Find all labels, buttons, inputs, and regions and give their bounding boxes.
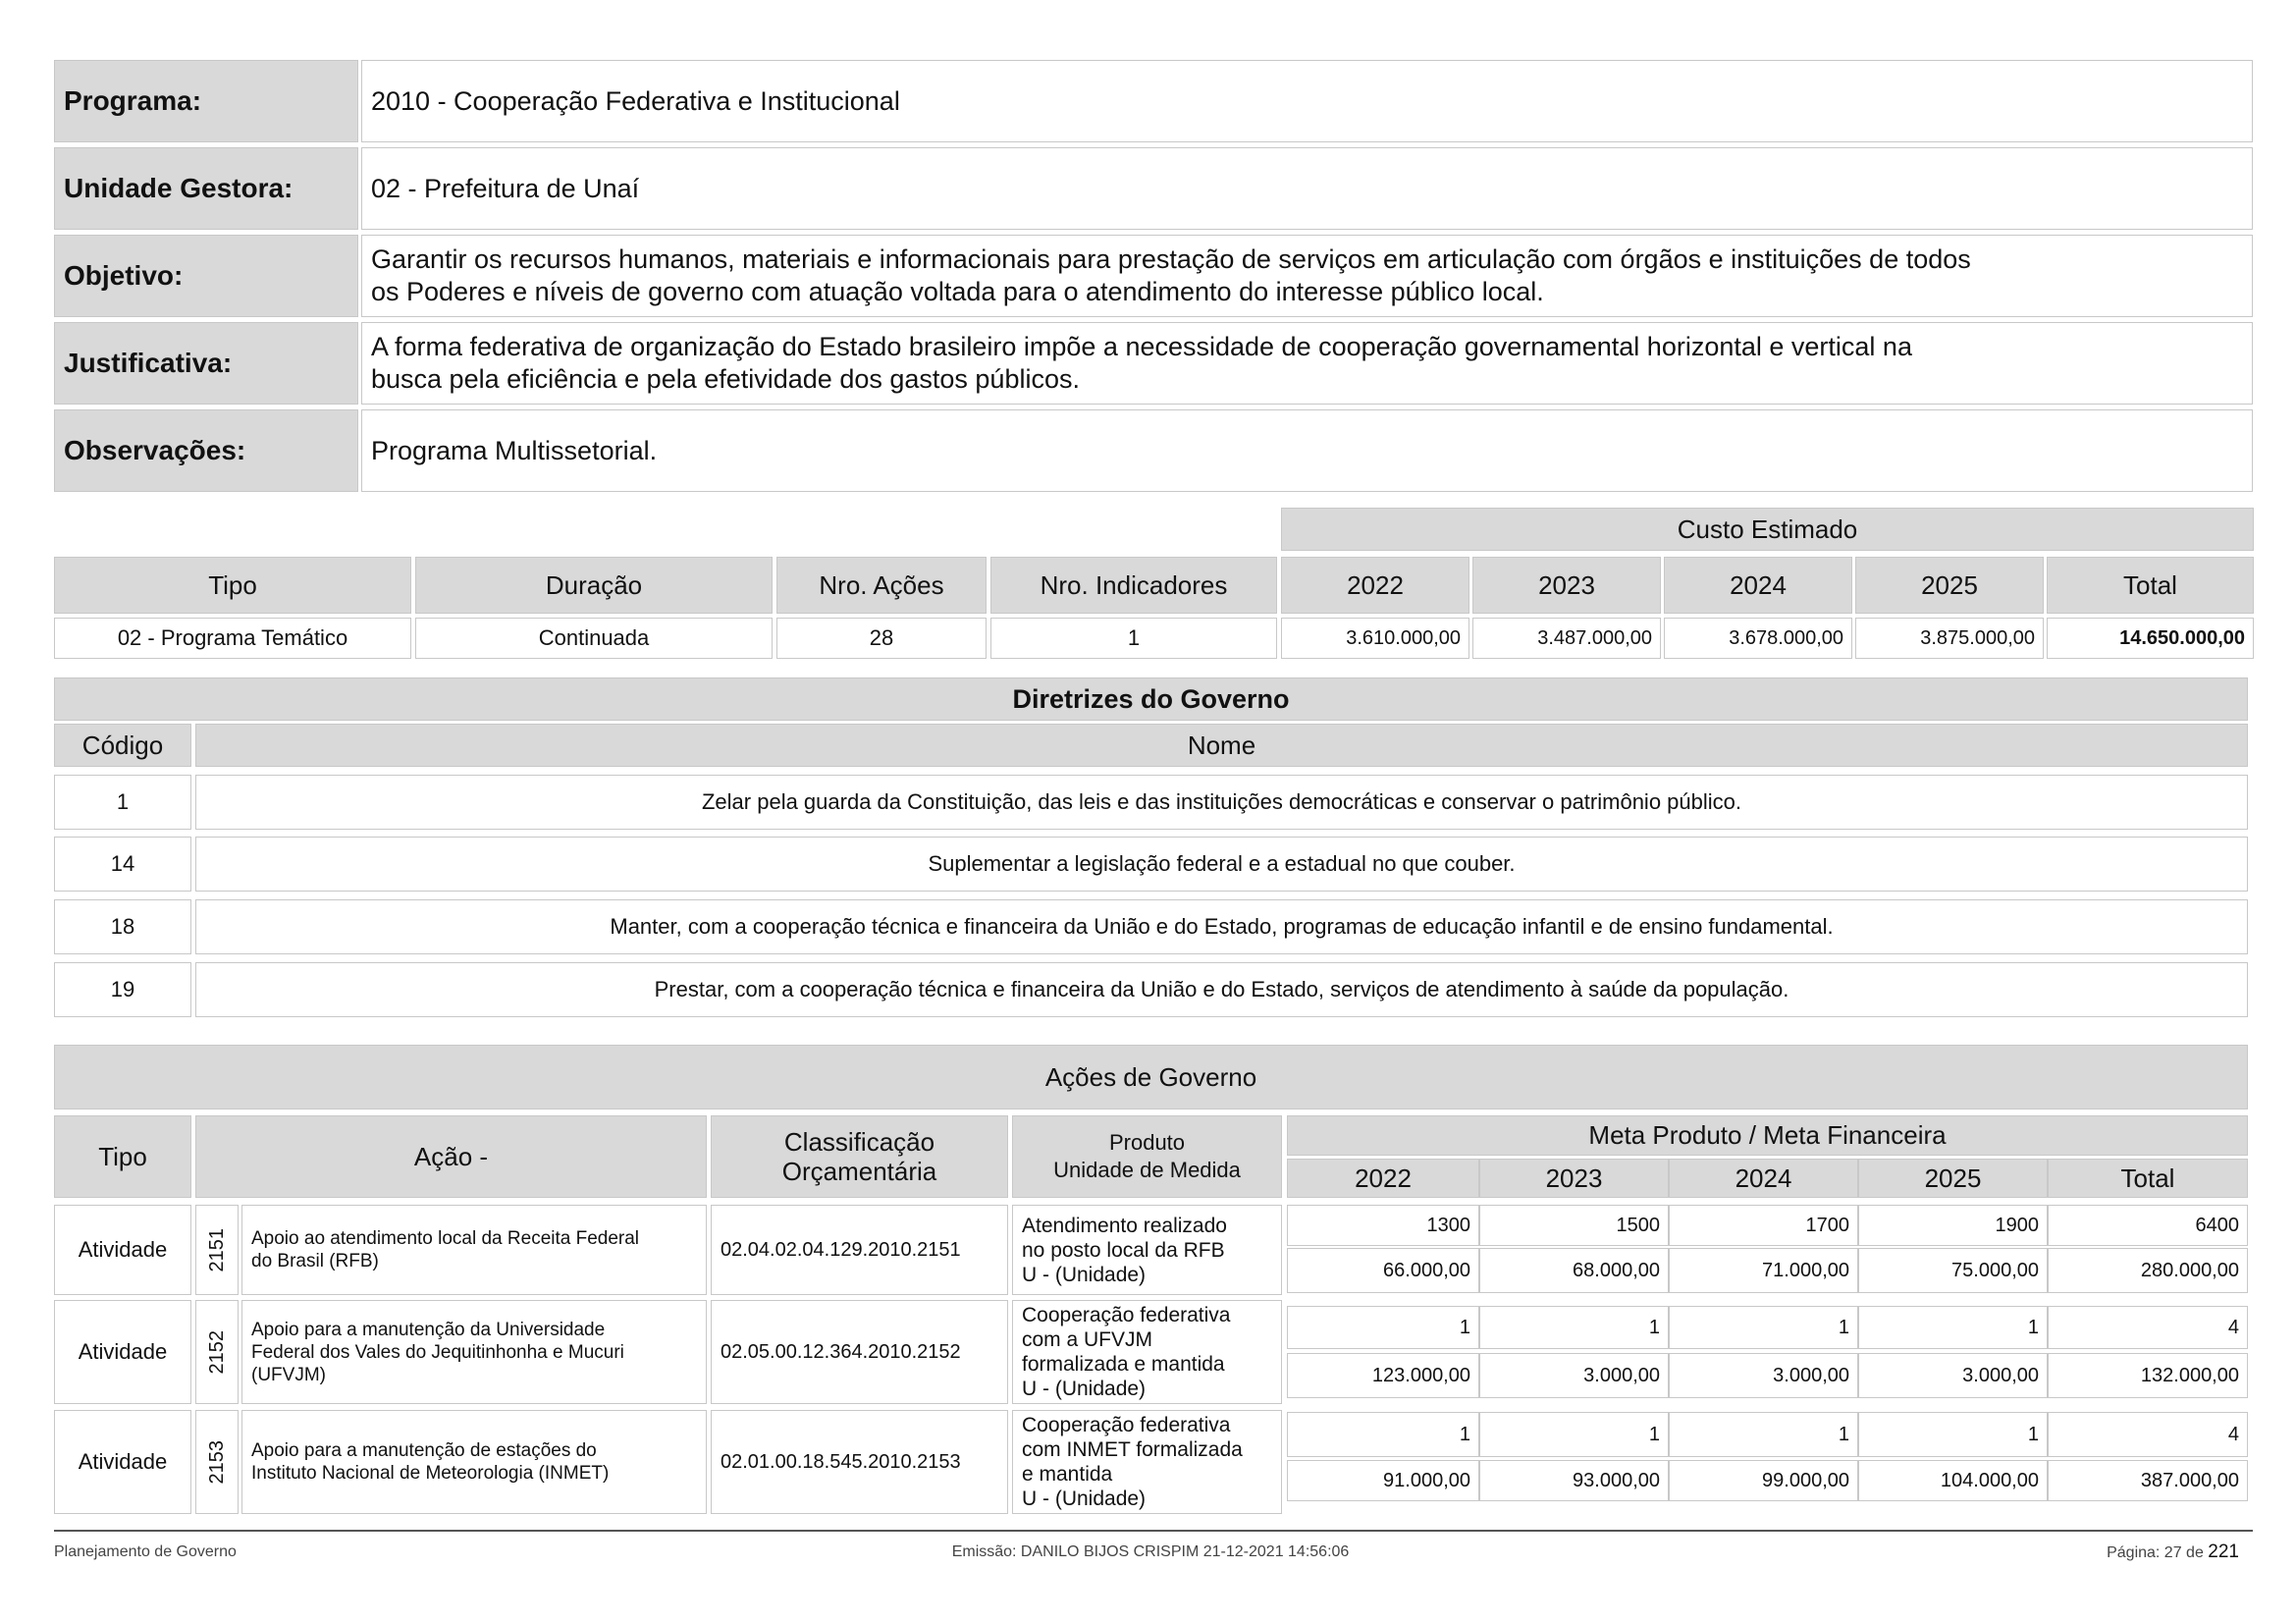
diretriz-codigo: 1 bbox=[54, 775, 191, 830]
meta-produto-2024: 1 bbox=[1669, 1412, 1858, 1457]
acoes-year-total: Total bbox=[2048, 1159, 2248, 1198]
acao-classificacao: 02.05.00.12.364.2010.2152 bbox=[711, 1300, 1008, 1404]
acao-produto: Atendimento realizado no posto local da RFB U - (Unidade) bbox=[1012, 1205, 1282, 1295]
footer-emissao: Emissão: DANILO BIJOS CRISPIM 21-12-2021 14:56:06 bbox=[951, 1543, 1350, 1560]
footer-page bbox=[2107, 1542, 2239, 1563]
acao-codigo-cell bbox=[195, 1300, 239, 1404]
acao-classificacao: 02.04.02.04.129.2010.2151 bbox=[711, 1205, 1008, 1295]
diretriz-nome: Manter, com a cooperação técnica e financeira da União e do Estado, programas de educação infantil e de ensino fundamental. bbox=[195, 899, 2248, 954]
observacoes-value: Programa Multissetorial. bbox=[361, 409, 2253, 492]
meta-financeira-2024: 3.000,00 bbox=[1669, 1353, 1858, 1398]
diretriz-codigo: 19 bbox=[54, 962, 191, 1017]
diretrizes-title: Diretrizes do Governo bbox=[54, 677, 2248, 721]
meta-financeira-2024: 71.000,00 bbox=[1669, 1248, 1858, 1293]
summary-header-duracao: Duração bbox=[415, 557, 773, 614]
summary-header-2023: 2023 bbox=[1472, 557, 1661, 614]
summary-2022-value: 3.610.000,00 bbox=[1281, 618, 1469, 659]
objetivo-value: Garantir os recursos humanos, materiais e informacionais para prestação de serviços em articulação com órgãos e instituições de todos os Poderes e níveis de governo com atuação voltada para o atendimento do interesse público local. bbox=[361, 235, 2253, 317]
meta-produto-2025: 1900 bbox=[1858, 1205, 2048, 1246]
meta-produto-2025: 1 bbox=[1858, 1412, 2048, 1457]
acao-codigo-cell bbox=[195, 1410, 239, 1514]
meta-financeira-2023: 68.000,00 bbox=[1479, 1248, 1669, 1293]
acao-codigo: 2152 bbox=[205, 1329, 228, 1375]
meta-produto-2025: 1 bbox=[1858, 1306, 2048, 1349]
unidade-gestora-label: Unidade Gestora: bbox=[54, 147, 358, 230]
footer-left: Planejamento de Governo bbox=[54, 1543, 237, 1560]
diretriz-nome: Suplementar a legislação federal e a estadual no que couber. bbox=[195, 837, 2248, 892]
observacoes-label: Observações: bbox=[54, 409, 358, 492]
acao-descricao: Apoio para a manutenção da Universidade Federal dos Vales do Jequitinhonha e Mucuri (UFVJM) bbox=[241, 1300, 707, 1404]
unidade-gestora-value: 02 - Prefeitura de Unaí bbox=[361, 147, 2253, 230]
acao-codigo-cell bbox=[195, 1205, 239, 1295]
meta-financeira-2024: 99.000,00 bbox=[1669, 1460, 1858, 1501]
meta-financeira-2022: 66.000,00 bbox=[1287, 1248, 1479, 1293]
acoes-year-2023: 2023 bbox=[1479, 1159, 1669, 1198]
footer-page-total: 221 bbox=[2208, 1542, 2239, 1562]
programa-value: 2010 - Cooperação Federativa e Institucional bbox=[361, 60, 2253, 142]
justificativa-label: Justificativa: bbox=[54, 322, 358, 405]
footer-page-label: Página: 27 de bbox=[2107, 1544, 2204, 1561]
meta-produto-2023: 1 bbox=[1479, 1306, 1669, 1349]
acao-classificacao: 02.01.00.18.545.2010.2153 bbox=[711, 1410, 1008, 1514]
meta-produto-2023: 1500 bbox=[1479, 1205, 1669, 1246]
acoes-year-2024: 2024 bbox=[1669, 1159, 1858, 1198]
meta-financeira-2022: 123.000,00 bbox=[1287, 1353, 1479, 1398]
summary-duracao-value: Continuada bbox=[415, 618, 773, 659]
meta-financeira-2023: 3.000,00 bbox=[1479, 1353, 1669, 1398]
meta-financeira-2025: 104.000,00 bbox=[1858, 1460, 2048, 1501]
acao-produto: Cooperação federativa com a UFVJM formalizada e mantida U - (Unidade) bbox=[1012, 1300, 1282, 1404]
meta-financeira-total: 387.000,00 bbox=[2048, 1460, 2248, 1501]
acao-descricao: Apoio para a manutenção de estações do Instituto Nacional de Meteorologia (INMET) bbox=[241, 1410, 707, 1514]
custo-estimado-header: Custo Estimado bbox=[1281, 508, 2254, 551]
meta-produto-2022: 1300 bbox=[1287, 1205, 1479, 1246]
meta-produto-total: 4 bbox=[2048, 1306, 2248, 1349]
summary-2024-value: 3.678.000,00 bbox=[1664, 618, 1852, 659]
summary-2025-value: 3.875.000,00 bbox=[1855, 618, 2044, 659]
footer-divider bbox=[54, 1530, 2253, 1532]
summary-header-nro-acoes: Nro. Ações bbox=[776, 557, 987, 614]
summary-tipo-value: 02 - Programa Temático bbox=[54, 618, 411, 659]
meta-financeira-2025: 75.000,00 bbox=[1858, 1248, 2048, 1293]
acao-produto: Cooperação federativa com INMET formalizada e mantida U - (Unidade) bbox=[1012, 1410, 1282, 1514]
summary-header-tipo: Tipo bbox=[54, 557, 411, 614]
acoes-col-produto: Produto Unidade de Medida bbox=[1012, 1115, 1282, 1198]
meta-financeira-total: 280.000,00 bbox=[2048, 1248, 2248, 1293]
acoes-title: Ações de Governo bbox=[54, 1045, 2248, 1109]
diretrizes-col-codigo: Código bbox=[54, 724, 191, 767]
acao-tipo: Atividade bbox=[54, 1205, 191, 1295]
diretriz-codigo: 18 bbox=[54, 899, 191, 954]
acao-tipo: Atividade bbox=[54, 1300, 191, 1404]
meta-financeira-2025: 3.000,00 bbox=[1858, 1353, 2048, 1398]
meta-produto-2024: 1700 bbox=[1669, 1205, 1858, 1246]
acao-descricao: Apoio ao atendimento local da Receita Federal do Brasil (RFB) bbox=[241, 1205, 707, 1295]
acao-codigo: 2153 bbox=[205, 1439, 228, 1485]
meta-produto-2023: 1 bbox=[1479, 1412, 1669, 1457]
summary-nro-indicadores-value: 1 bbox=[990, 618, 1277, 659]
summary-header-2022: 2022 bbox=[1281, 557, 1469, 614]
meta-financeira-2022: 91.000,00 bbox=[1287, 1460, 1479, 1501]
diretriz-nome: Prestar, com a cooperação técnica e financeira da União e do Estado, serviços de atendimento à saúde da população. bbox=[195, 962, 2248, 1017]
summary-header-2025: 2025 bbox=[1855, 557, 2044, 614]
diretriz-codigo: 14 bbox=[54, 837, 191, 892]
diretriz-nome: Zelar pela guarda da Constituição, das leis e das instituições democráticas e conservar o patrimônio público. bbox=[195, 775, 2248, 830]
acoes-col-classificacao: Classificação Orçamentária bbox=[711, 1115, 1008, 1198]
acoes-year-2025: 2025 bbox=[1858, 1159, 2048, 1198]
meta-produto-total: 6400 bbox=[2048, 1205, 2248, 1246]
meta-financeira-total: 132.000,00 bbox=[2048, 1353, 2248, 1398]
justificativa-value: A forma federativa de organização do Estado brasileiro impõe a necessidade de cooperação governamental horizontal e vertical na busca pela eficiência e pela efetividade dos gastos públicos. bbox=[361, 322, 2253, 405]
programa-label: Programa: bbox=[54, 60, 358, 142]
summary-header-total: Total bbox=[2047, 557, 2254, 614]
acoes-col-meta: Meta Produto / Meta Financeira bbox=[1287, 1115, 2248, 1156]
acoes-col-tipo: Tipo bbox=[54, 1115, 191, 1198]
meta-produto-2022: 1 bbox=[1287, 1412, 1479, 1457]
meta-financeira-2023: 93.000,00 bbox=[1479, 1460, 1669, 1501]
acoes-col-acao: Ação - bbox=[195, 1115, 707, 1198]
summary-header-2024: 2024 bbox=[1664, 557, 1852, 614]
meta-produto-total: 4 bbox=[2048, 1412, 2248, 1457]
diretrizes-col-nome: Nome bbox=[195, 724, 2248, 767]
acoes-year-2022: 2022 bbox=[1287, 1159, 1479, 1198]
summary-2023-value: 3.487.000,00 bbox=[1472, 618, 1661, 659]
objetivo-label: Objetivo: bbox=[54, 235, 358, 317]
meta-produto-2022: 1 bbox=[1287, 1306, 1479, 1349]
meta-produto-2024: 1 bbox=[1669, 1306, 1858, 1349]
summary-nro-acoes-value: 28 bbox=[776, 618, 987, 659]
acao-codigo: 2151 bbox=[205, 1227, 228, 1272]
summary-header-nro-indicadores: Nro. Indicadores bbox=[990, 557, 1277, 614]
summary-total-value: 14.650.000,00 bbox=[2047, 618, 2254, 659]
acao-tipo: Atividade bbox=[54, 1410, 191, 1514]
